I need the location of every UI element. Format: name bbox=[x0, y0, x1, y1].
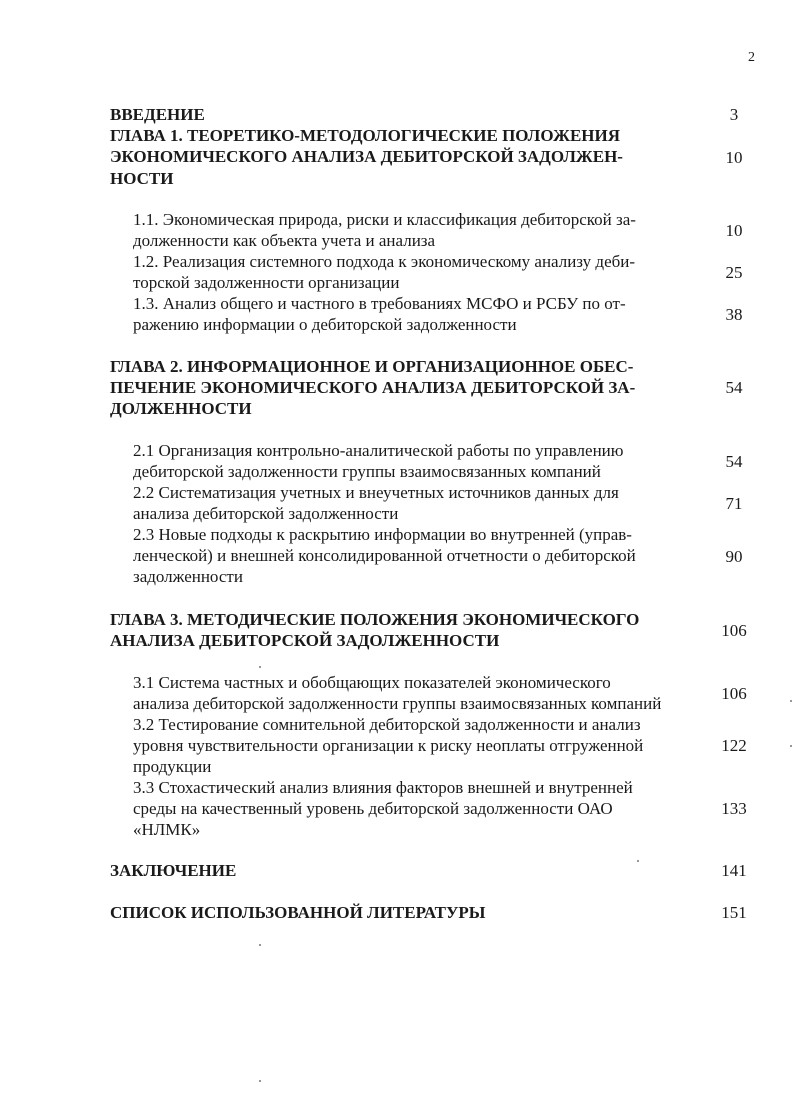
toc-intro-title: ВВЕДЕНИЕ bbox=[110, 105, 205, 124]
scan-speck bbox=[790, 700, 792, 702]
toc-section-3-1-page: 106 bbox=[721, 684, 747, 703]
toc-section-1-3-line1: 1.3. Анализ общего и частного в требованиях МСФО и РСБУ по от- bbox=[133, 294, 626, 313]
toc-section-2-3-line2: ленческой) и внешней консолидированной отчетности о дебиторской bbox=[133, 546, 636, 565]
toc-chapter2-title-line3: ДОЛЖЕННОСТИ bbox=[110, 399, 252, 418]
toc-conclusion-page: 141 bbox=[721, 861, 747, 880]
toc-chapter3-title-line2: АНАЛИЗА ДЕБИТОРСКОЙ ЗАДОЛЖЕННОСТИ bbox=[110, 631, 500, 650]
toc-section-1-1-line2: долженности как объекта учета и анализа bbox=[133, 231, 436, 250]
toc-section-2-1-line2: дебиторской задолженности группы взаимосвязанных компаний bbox=[133, 462, 601, 481]
toc-section-3-3-line2: среды на качественный уровень дебиторской задолженности ОАО bbox=[133, 799, 613, 818]
toc-section-1-1-line1: 1.1. Экономическая природа, риски и классификация дебиторской за- bbox=[133, 210, 636, 229]
toc-chapter1-page: 10 bbox=[725, 148, 743, 167]
scan-speck bbox=[259, 1080, 261, 1082]
toc-chapter1-title-line1: ГЛАВА 1. ТЕОРЕТИКО-МЕТОДОЛОГИЧЕСКИЕ ПОЛОЖЕНИЯ bbox=[110, 126, 621, 145]
toc-bibliography-page: 151 bbox=[721, 903, 747, 922]
toc-section-3-2-page: 122 bbox=[721, 736, 747, 755]
toc-bibliography-title: СПИСОК ИСПОЛЬЗОВАННОЙ ЛИТЕРАТУРЫ bbox=[110, 903, 486, 922]
toc-section-2-1-line1: 2.1 Организация контрольно-аналитической работы по управлению bbox=[133, 441, 624, 460]
scan-speck bbox=[637, 860, 639, 862]
toc-section-3-2-line1: 3.2 Тестирование сомнительной дебиторской задолженности и анализ bbox=[133, 715, 641, 734]
scan-speck bbox=[259, 944, 261, 946]
scan-speck bbox=[259, 666, 261, 668]
toc-section-1-3-page: 38 bbox=[725, 305, 743, 324]
toc-section-2-1-page: 54 bbox=[725, 452, 743, 471]
toc-section-2-2-line2: анализа дебиторской задолженности bbox=[133, 504, 399, 523]
toc-chapter1-title-line3: НОСТИ bbox=[110, 169, 174, 188]
toc-section-3-3-page: 133 bbox=[721, 799, 747, 818]
toc-section-1-1-page: 10 bbox=[725, 221, 743, 240]
toc-section-2-2-page: 71 bbox=[725, 494, 743, 513]
toc-intro-page: 3 bbox=[729, 105, 739, 124]
scan-speck bbox=[790, 745, 792, 747]
toc-section-2-3-line3: задолженности bbox=[133, 567, 243, 586]
toc-section-2-3-page: 90 bbox=[725, 547, 743, 566]
toc-chapter2-title-line1: ГЛАВА 2. ИНФОРМАЦИОННОЕ И ОРГАНИЗАЦИОННОЕ ОБЕС- bbox=[110, 357, 634, 376]
toc-section-1-3-line2: ражению информации о дебиторской задолженности bbox=[133, 315, 517, 334]
toc-conclusion-title: ЗАКЛЮЧЕНИЕ bbox=[110, 861, 237, 880]
page-number: 2 bbox=[748, 50, 755, 65]
toc-section-1-2-page: 25 bbox=[725, 263, 743, 282]
toc-section-3-2-line2: уровня чувствительности организации к риску неоплаты отгруженной bbox=[133, 736, 644, 755]
toc-section-3-3-line1: 3.3 Стохастический анализ влияния факторов внешней и внутренней bbox=[133, 778, 633, 797]
toc-section-1-2-line1: 1.2. Реализация системного подхода к экономическому анализу деби- bbox=[133, 252, 636, 271]
toc-section-3-3-line3: «НЛМК» bbox=[133, 820, 201, 839]
toc-chapter3-title-line1: ГЛАВА 3. МЕТОДИЧЕСКИЕ ПОЛОЖЕНИЯ ЭКОНОМИЧЕСКОГО bbox=[110, 610, 640, 629]
toc-chapter2-page: 54 bbox=[725, 378, 743, 397]
toc-chapter3-page: 106 bbox=[721, 621, 747, 640]
toc-chapter2-title-line2: ПЕЧЕНИЕ ЭКОНОМИЧЕСКОГО АНАЛИЗА ДЕБИТОРСКОЙ ЗА- bbox=[110, 378, 636, 397]
toc-section-3-1-line1: 3.1 Система частных и обобщающих показателей экономического bbox=[133, 673, 611, 692]
toc-section-3-2-line3: продукции bbox=[133, 757, 212, 776]
toc-section-3-1-line2: анализа дебиторской задолженности группы взаимосвязанных компаний bbox=[133, 694, 662, 713]
toc-chapter1-title-line2: ЭКОНОМИЧЕСКОГО АНАЛИЗА ДЕБИТОРСКОЙ ЗАДОЛЖЕН- bbox=[110, 147, 623, 166]
toc-section-1-2-line2: торской задолженности организации bbox=[133, 273, 400, 292]
toc-section-2-3-line1: 2.3 Новые подходы к раскрытию информации во внутренней (управ- bbox=[133, 525, 632, 544]
toc-section-2-2-line1: 2.2 Систематизация учетных и внеучетных источников данных для bbox=[133, 483, 619, 502]
